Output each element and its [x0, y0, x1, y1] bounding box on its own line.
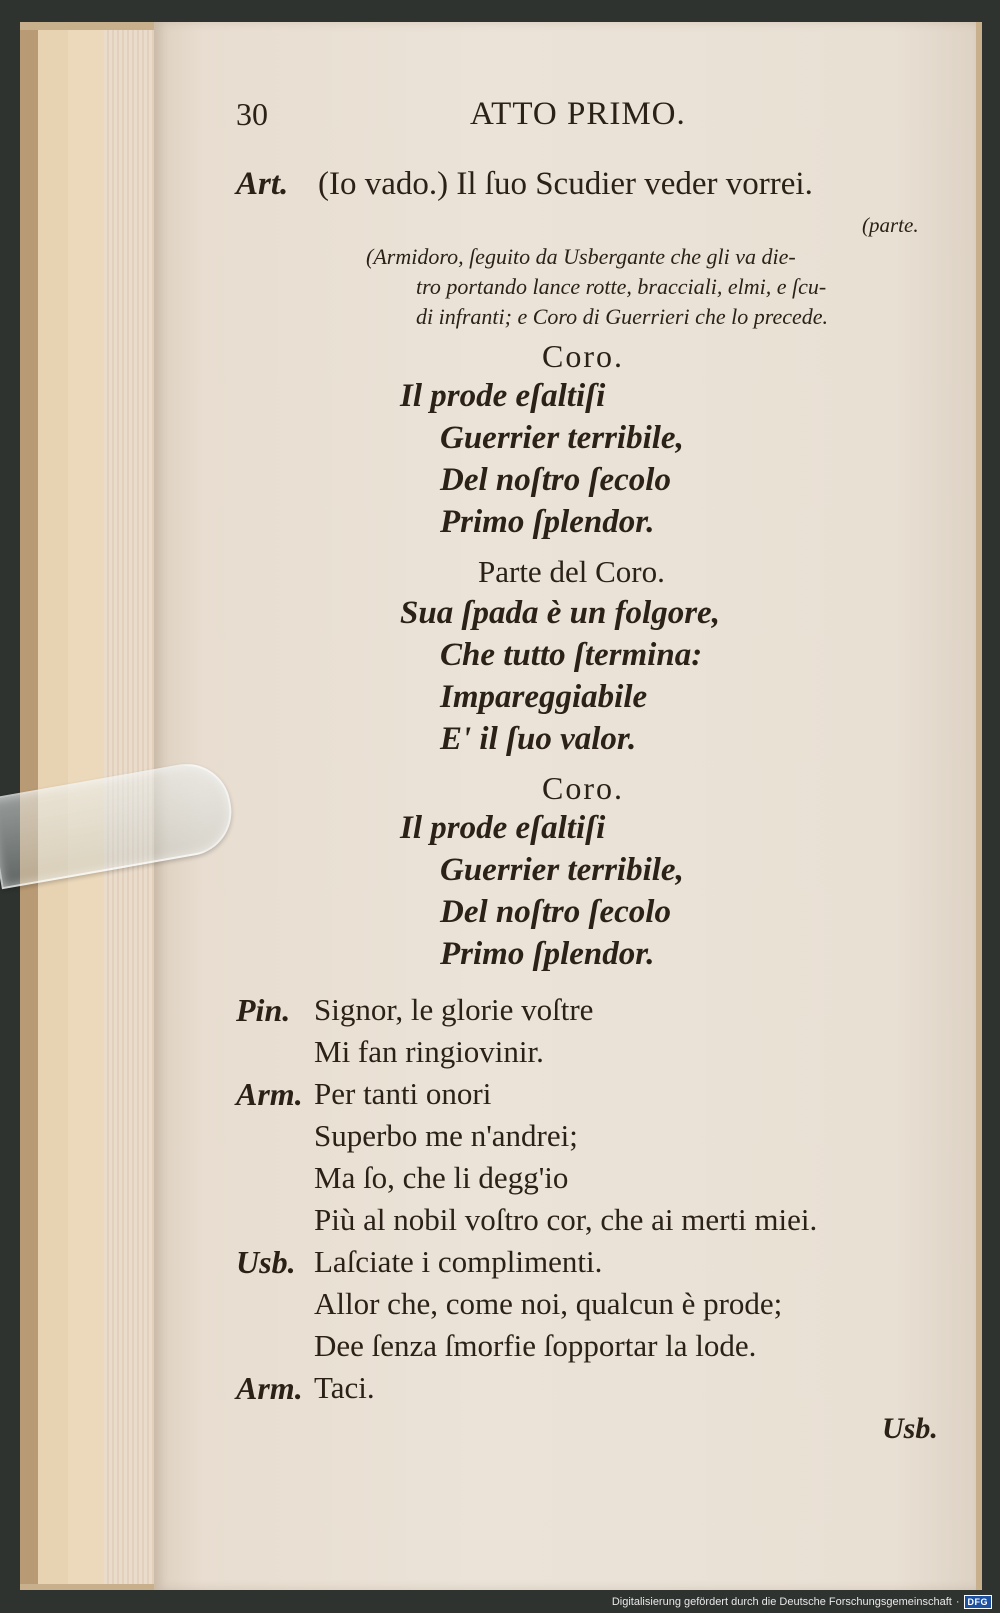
speaker-label: Arm.	[236, 1370, 303, 1406]
dialogue-line: (Io vado.) Il ſuo Scudier veder vorrei.	[318, 166, 813, 202]
chorus-heading: Parte del Coro.	[478, 554, 665, 589]
speaker-label: Arm.	[236, 1076, 303, 1112]
speaker-label: Art.	[236, 166, 289, 202]
page-number: 30	[236, 96, 268, 132]
verse-line: Guerrier terribile,	[440, 852, 684, 888]
speaker-label: Usb.	[236, 1244, 296, 1280]
chorus-heading: Coro.	[542, 770, 624, 806]
dfg-logo-icon: DFG	[964, 1595, 993, 1609]
verse-line: Del noſtro ſecolo	[440, 894, 671, 930]
stage-direction: di infranti; e Coro di Guerrieri che lo precede.	[416, 304, 829, 329]
verse-line: E' il ſuo valor.	[440, 721, 637, 757]
page-text	[154, 22, 976, 1590]
verse-line: Che tutto ſtermina:	[440, 637, 703, 673]
dialogue-line: Più al nobil voſtro cor, che ai merti miei.	[314, 1202, 818, 1237]
dialogue-line: Dee ſenza ſmorfie ſopportar la lode.	[314, 1328, 757, 1363]
dialogue-line: Allor che, come noi, qualcun è prode;	[314, 1286, 783, 1321]
verse-line: Il prode eſaltiſi	[400, 810, 606, 846]
credit-text: Digitalisierung gefördert durch die Deutsche Forschungsgemeinschaft	[611, 1596, 952, 1608]
dialogue-line: Taci.	[314, 1370, 375, 1405]
book-page	[154, 22, 976, 1590]
speaker-label: Pin.	[236, 992, 291, 1028]
dialogue-line: Ma ſo, che li degg'io	[314, 1160, 569, 1195]
dialogue-line: Signor, le glorie voſtre	[314, 992, 594, 1027]
dialogue-line: Per tanti onori	[314, 1076, 492, 1111]
stage-direction: (Armidoro, ſeguito da Usbergante che gli va die-	[366, 244, 796, 269]
verse-line: Del noſtro ſecolo	[440, 462, 671, 498]
dialogue-line: Superbo me n'andrei;	[314, 1118, 578, 1153]
digitization-credit: Digitalisierung gefördert durch die Deutsche Forschungsgemeinschaft · DFG	[612, 1595, 992, 1609]
verse-line: Primo ſplendor.	[440, 936, 655, 972]
verse-line: Il prode eſaltiſi	[400, 378, 606, 414]
stage-direction: (parte.	[862, 213, 919, 237]
verse-line: Impareggiabile	[440, 679, 648, 715]
dialogue-line: Laſciate i complimenti.	[314, 1244, 603, 1279]
dialogue-line: Mi fan ringiovinir.	[314, 1034, 544, 1069]
stage-direction: tro portando lance rotte, bracciali, elmi, e ſcu-	[416, 274, 827, 299]
verse-line: Sua ſpada è un folgore,	[400, 595, 720, 631]
chorus-heading: Coro.	[542, 338, 624, 374]
running-title: ATTO PRIMO.	[470, 96, 686, 132]
verse-line: Guerrier terribile,	[440, 420, 684, 456]
verse-line: Primo ſplendor.	[440, 504, 655, 540]
catchword: Usb.	[882, 1412, 938, 1445]
